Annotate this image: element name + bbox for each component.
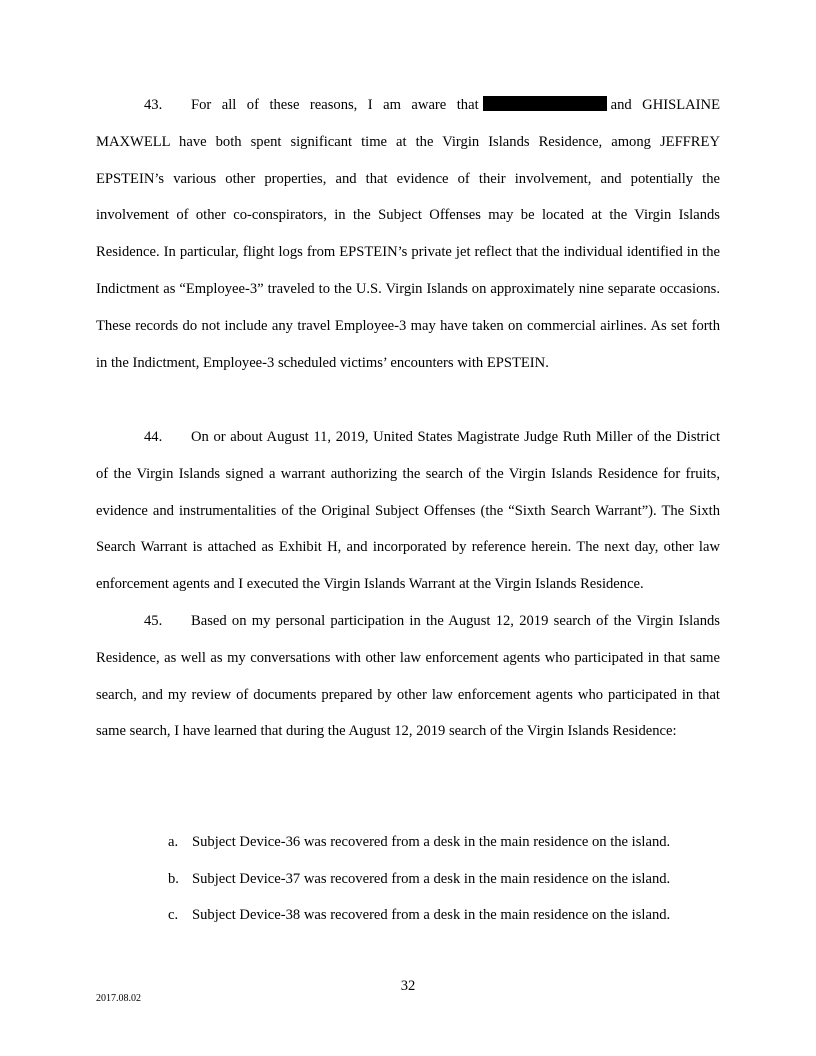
subitem-c [168, 906, 728, 924]
subitem-a [168, 833, 728, 851]
paragraph-text: On or about August 11, 2019, United States Magistrate Judge Ruth Miller of the District of the Virgin Islands signed a warrant authorizing the search of the Virgin Islands Residence for fruits, evidence and instrumentalities of the Original Subject Offenses (the “Sixth Search Warrant”). The Sixth Search Warrant is attached as Exhibit H, and incorporated by reference herein. The next day, other law enforcement agents and I executed the Virgin Islands Warrant at the Virgin Islands Residence. [96, 429, 720, 593]
subitem-letter: c. [168, 907, 179, 923]
subitem-text: Subject Device-37 was recovered from a desk in the main residence on the island. [192, 871, 671, 887]
subitem-text: Subject Device-36 was recovered from a desk in the main residence on the island. [192, 834, 671, 850]
paragraph-number: 43. [144, 97, 163, 113]
subitem-letter: a. [168, 834, 179, 850]
subitem-text: Subject Device-38 was recovered from a desk in the main residence on the island. [192, 907, 671, 923]
redaction-block [483, 96, 607, 111]
paragraph-text-before: For all of these reasons, I am aware that [191, 97, 479, 113]
paragraph-number: 45. [144, 613, 163, 629]
paragraph-44 [96, 419, 720, 603]
page-number: 32 [400, 978, 416, 994]
footer-code: 2017.08.02 [96, 993, 141, 1004]
paragraph-text-after: and GHISLAINE MAXWELL have both spent significant time at the Virgin Islands Residence, among JEFFREY EPSTEIN’s various other properties, and that evidence of their involvement, and potentially the involvement of other co-conspirators, in the Subject Offenses may be located at the Virgin Islands Residence. In particular, flight logs from EPSTEIN’s private jet reflect that the individual identified in the Indictment as “Employee-3” traveled to the U.S. Virgin Islands on approximately nine separate occasions. These records do not include any travel Employee-3 may have taken on commercial airlines. As set forth in the Indictment, Employee-3 scheduled victims’ encounters with EPSTEIN. [96, 97, 720, 371]
subitem-letter: b. [168, 871, 179, 887]
paragraph-45 [96, 603, 720, 750]
paragraph-number: 44. [144, 429, 163, 445]
paragraph-text: Based on my personal participation in the August 12, 2019 search of the Virgin Islands Residence, as well as my conversations with other law enforcement agents who participated in that same search, and my review of documents prepared by other law enforcement agents who participated in that same search, I have learned that during the August 12, 2019 search of the Virgin Islands Residence: [96, 613, 720, 740]
paragraph-43 [96, 87, 720, 381]
subitem-b [168, 870, 728, 888]
